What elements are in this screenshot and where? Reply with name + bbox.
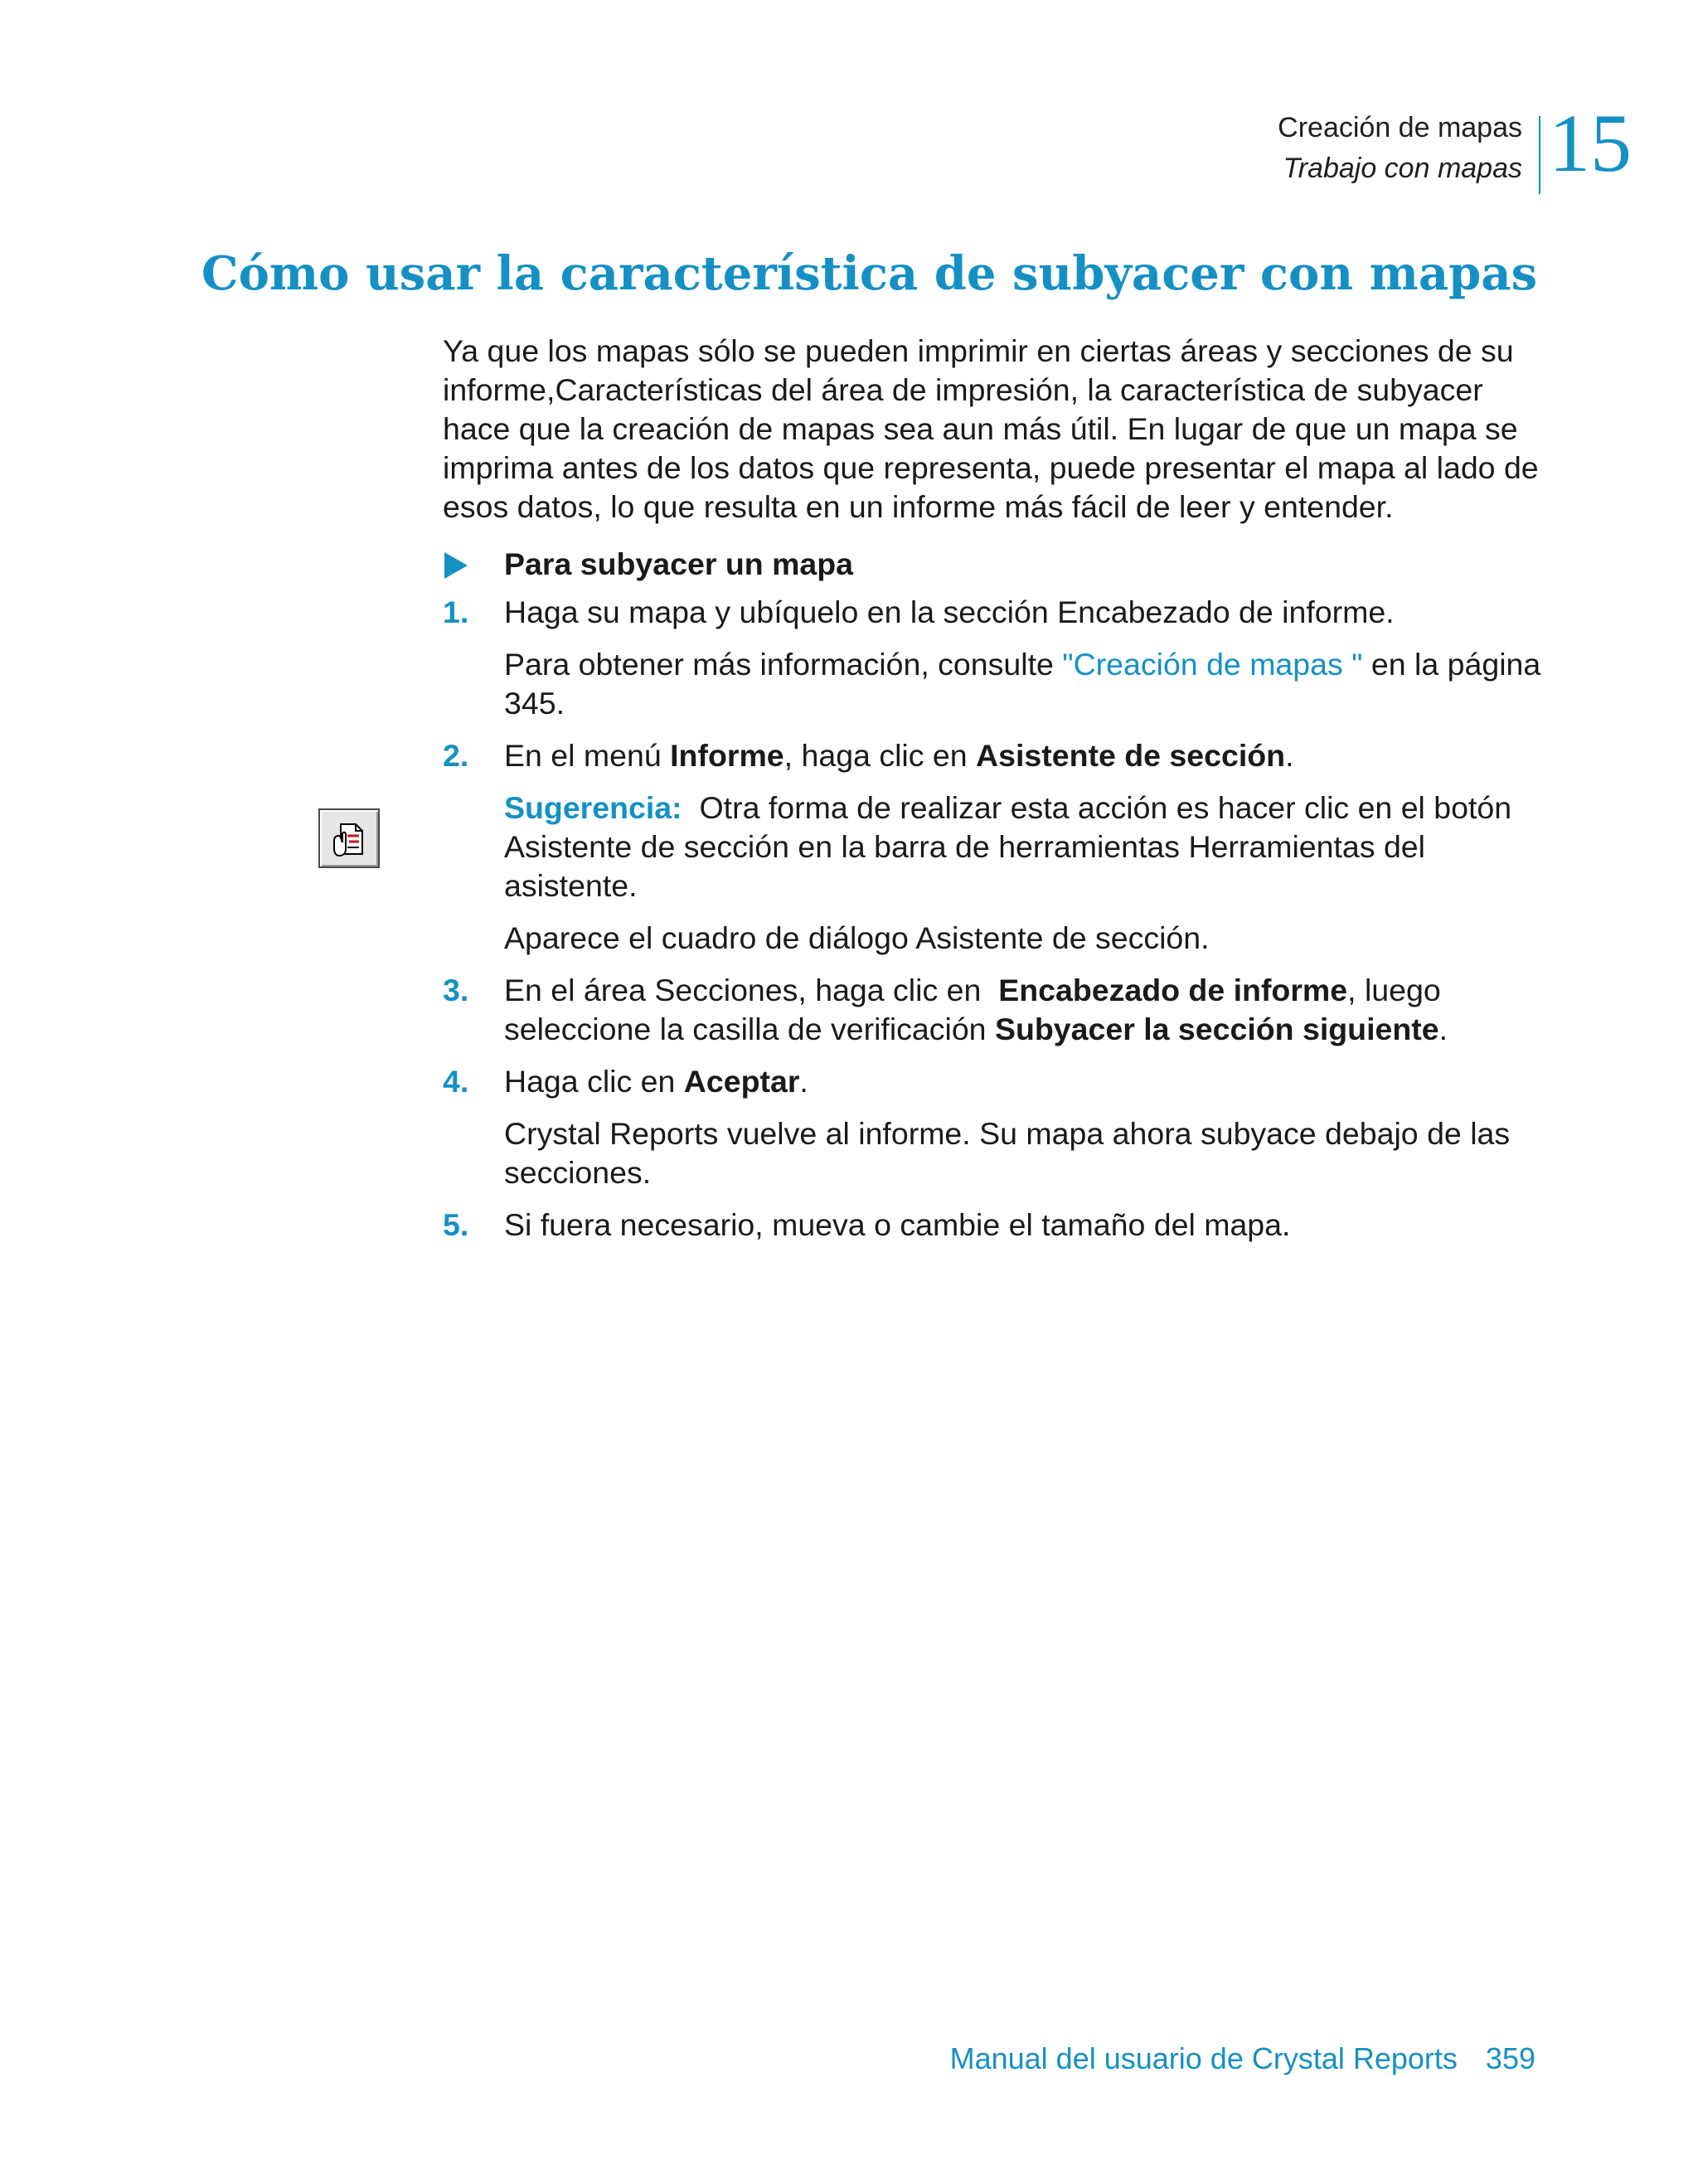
more-info-note — [443, 645, 1545, 723]
step-number: 3. — [443, 973, 469, 1007]
step-text: . — [1285, 738, 1294, 773]
note-text: en la página 345. — [504, 647, 1541, 721]
main-content — [443, 332, 1545, 1258]
tip-label: Sugerencia: — [504, 790, 682, 825]
step-text: Haga su mapa y ubíquelo en la sección Encabezado de informe. — [504, 595, 1395, 629]
section-expert-button[interactable] — [318, 808, 380, 868]
command-name: Asistente de sección — [976, 738, 1286, 773]
procedure-heading-text: Para subyacer un mapa — [504, 546, 854, 581]
step-3 — [443, 971, 1545, 1049]
step-number: 2. — [443, 738, 469, 773]
running-header — [1278, 108, 1522, 189]
step-text: . — [1438, 1012, 1448, 1046]
step-text: En el menú — [504, 738, 671, 773]
step-text: , haga clic en — [784, 738, 977, 773]
step-2 — [443, 736, 1545, 775]
step-text: . — [799, 1064, 808, 1099]
chapter-divider — [1539, 116, 1540, 194]
page-number: 359 — [1485, 2041, 1535, 2075]
chapter-title: Creación de mapas — [1278, 112, 1522, 143]
step-text: Haga clic en — [504, 1064, 684, 1099]
step-4 — [443, 1062, 1545, 1101]
cross-reference-link[interactable]: "Creación de mapas " — [1062, 647, 1363, 682]
step-text: En el área Secciones, haga clic en — [504, 973, 999, 1007]
step-5 — [443, 1206, 1545, 1245]
button-name: Aceptar — [683, 1064, 800, 1099]
step-number: 5. — [443, 1207, 469, 1242]
step-number: 1. — [443, 595, 469, 629]
section-title: Trabajo con mapas — [1283, 153, 1522, 184]
section-name: Encabezado de informe — [998, 973, 1348, 1007]
procedure-heading — [443, 543, 1545, 585]
menu-name: Informe — [670, 738, 784, 773]
tip-text: Otra forma de realizar esta acción es hacer clic en el botón Asistente de sección en la barra de herramientas Herramientas del asistente. — [504, 790, 1519, 903]
section-expert-icon — [331, 819, 371, 859]
tip-note — [443, 789, 1545, 905]
result-note: Crystal Reports vuelve al informe. Su mapa ahora subyace debajo de las secciones. — [504, 1116, 1511, 1190]
dialog-note: Aparece el cuadro de diálogo Asistente de sección. — [504, 920, 1210, 955]
chapter-number: 15 — [1549, 97, 1632, 189]
page-footer — [950, 2038, 1535, 2080]
step-number: 4. — [443, 1064, 469, 1099]
checkbox-name: Subyacer la sección siguiente — [994, 1012, 1439, 1046]
note-text: Para obtener más información, consulte — [504, 647, 1063, 682]
page-title: Cómo usar la característica de subyacer con mapas — [201, 246, 1538, 301]
step-text: Si fuera necesario, mueva o cambie el tamaño del mapa. — [504, 1207, 1291, 1242]
step-1 — [443, 593, 1545, 632]
intro-paragraph: Ya que los mapas sólo se pueden imprimir en ciertas áreas y secciones de su informe,Características del área de impresión, la característica de subyacer hace que la creación de mapas sea aun más útil. En lugar de que un mapa se imprima antes de los datos que representa, puede presentar el mapa al lado de esos datos, lo que resulta en un informe más fácil de leer y entender. — [443, 333, 1539, 524]
arrow-right-icon — [444, 552, 468, 579]
manual-title: Manual del usuario de Crystal Reports — [949, 2041, 1458, 2075]
step-text: , luego seleccione la casilla de verificación — [504, 973, 1441, 1046]
